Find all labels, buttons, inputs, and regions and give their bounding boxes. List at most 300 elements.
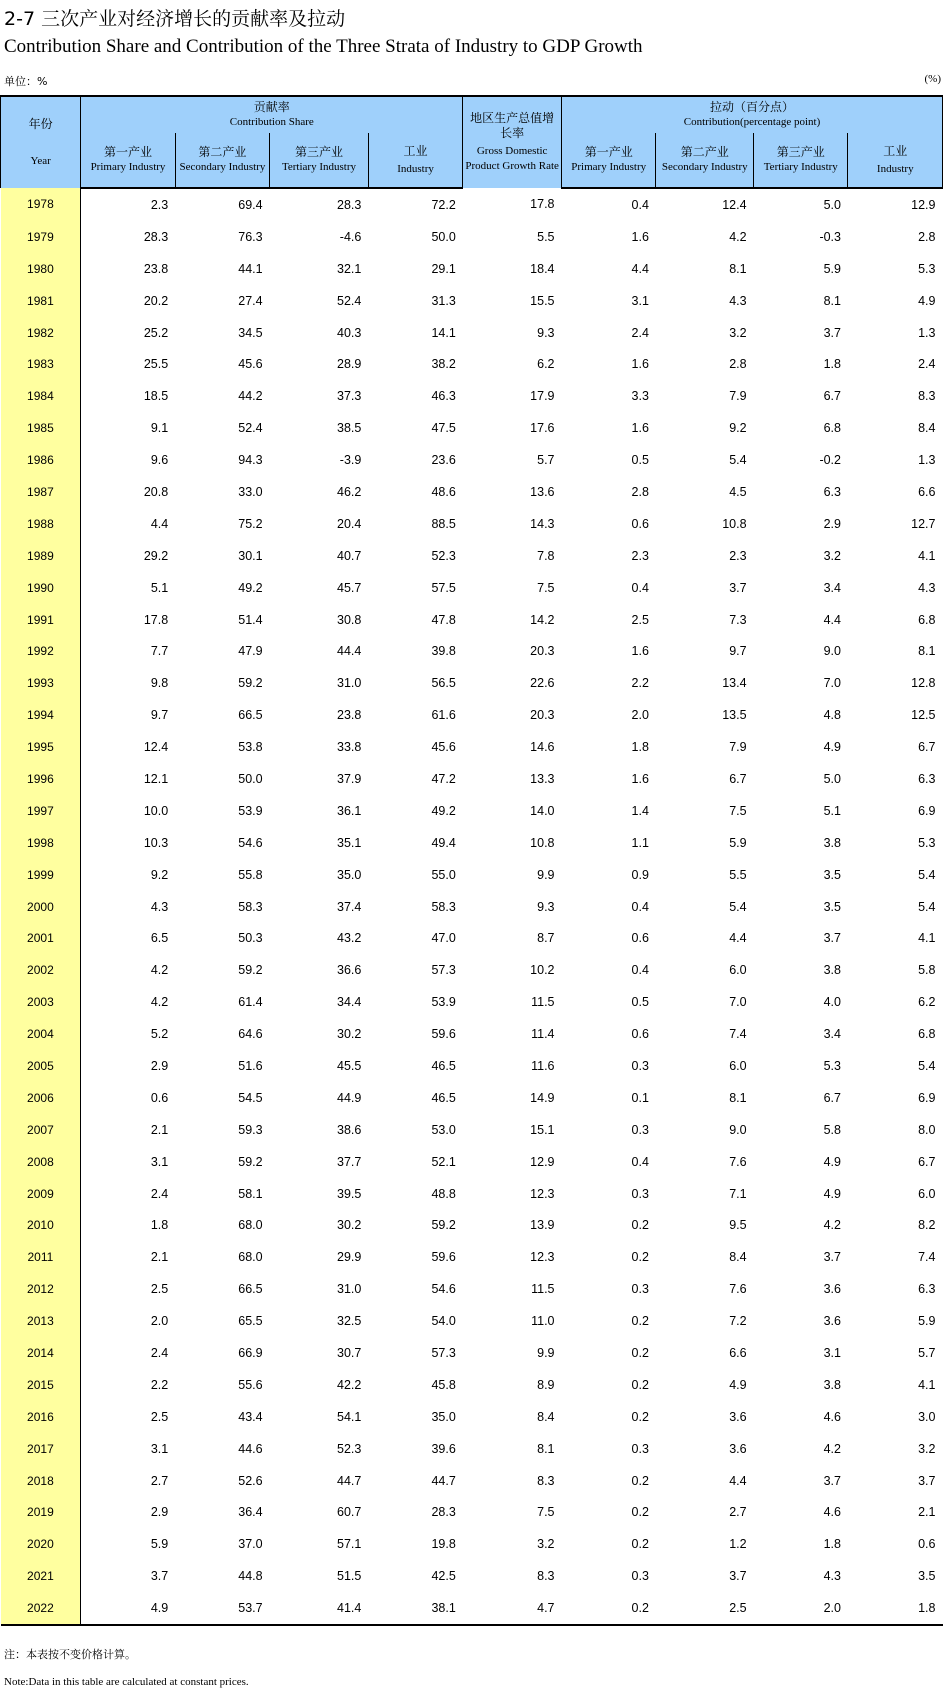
value-cell: 8.9: [537, 1377, 555, 1392]
value-cell: 44.1: [238, 261, 263, 276]
table-row: [1, 1178, 943, 1210]
value-cell: 30.8: [337, 612, 362, 627]
value-cell: 0.4: [631, 963, 649, 978]
value-cell: 2.7: [150, 1473, 169, 1488]
value-cell: 2.4: [150, 1346, 169, 1360]
year-cell: 1998: [1, 827, 81, 859]
table-row: [1, 763, 943, 795]
value-cell: 3.1: [823, 1346, 841, 1360]
value-cell: 4.1: [918, 931, 936, 946]
value-cell: 5.3: [823, 1058, 841, 1073]
value-cell: 2.4: [631, 325, 649, 340]
value-cell: 53.9: [431, 995, 456, 1010]
value-cell: 2.0: [150, 1314, 169, 1329]
header-primary-cn: 第一产业: [103, 145, 152, 159]
value-cell: 59.6: [431, 1027, 456, 1042]
value-cell: 44.7: [337, 1473, 362, 1488]
value-cell: 54.1: [337, 1409, 362, 1424]
value-cell: 17.9: [530, 389, 555, 404]
value-cell: 50.3: [238, 931, 263, 946]
value-cell: 7.4: [729, 1027, 747, 1042]
value-cell: 30.7: [337, 1346, 362, 1360]
value-cell: 14.3: [530, 516, 555, 531]
table-row: [1, 348, 943, 380]
value-cell: 44.6: [238, 1441, 263, 1456]
value-cell: 41.4: [270, 1592, 369, 1625]
year-cell: 1979: [1, 221, 81, 253]
value-cell: 49.4: [431, 835, 456, 850]
value-cell: 52.3: [431, 548, 456, 563]
value-cell: 30.2: [337, 1218, 362, 1233]
value-cell: 44.4: [337, 644, 362, 659]
value-cell: 8.4: [729, 1250, 747, 1265]
value-cell: 2.5: [631, 612, 649, 627]
value-cell: 20.2: [143, 293, 169, 308]
header-share-primary: [81, 133, 175, 188]
value-cell: 0.2: [631, 1473, 649, 1488]
year-cell: 1995: [1, 731, 81, 763]
value-cell: 7.8: [537, 548, 555, 563]
header-secondary-cn: 第二产业: [198, 145, 247, 159]
value-cell: 6.7: [823, 389, 841, 404]
value-cell: 54.0: [431, 1314, 456, 1329]
value-cell: 88.5: [431, 516, 456, 531]
value-cell: 55.6: [238, 1377, 263, 1392]
header-contrib-en: Contribution(percentage point): [683, 116, 821, 128]
value-cell: 12.7: [911, 516, 936, 531]
value-cell: 2.2: [150, 1377, 169, 1392]
value-cell: 38.1: [368, 1592, 462, 1625]
value-cell: 4.3: [150, 899, 169, 914]
value-cell: 14.2: [530, 612, 555, 627]
year-cell: 2011: [1, 1241, 81, 1273]
value-cell: 1.8: [823, 1537, 841, 1552]
value-cell: 53.0: [431, 1122, 456, 1137]
value-cell: 10.3: [143, 835, 169, 850]
value-cell: 4.4: [150, 516, 169, 531]
table-row: [1, 827, 943, 859]
value-cell: 6.8: [918, 612, 936, 627]
value-cell: 3.4: [823, 1027, 841, 1042]
table-row: [1, 1114, 943, 1146]
value-cell: 20.3: [530, 708, 555, 723]
value-cell: 6.7: [918, 740, 936, 755]
value-cell: 5.1: [823, 803, 841, 818]
value-cell: 68.0: [238, 1218, 263, 1233]
value-cell: 7.6: [729, 1154, 747, 1169]
value-cell: 3.6: [823, 1314, 841, 1329]
year-cell: 1986: [1, 444, 81, 476]
value-cell: 5.9: [150, 1537, 169, 1552]
value-cell: 13.6: [530, 484, 555, 499]
value-cell: 9.3: [537, 325, 555, 340]
value-cell: 3.7: [729, 580, 747, 595]
value-cell: 49.2: [238, 580, 263, 595]
value-cell: 0.6: [631, 516, 649, 531]
value-cell: 8.7: [537, 931, 555, 946]
value-cell: 9.1: [150, 421, 169, 436]
value-cell: 7.1: [729, 1186, 747, 1201]
value-cell: 20.3: [530, 644, 555, 659]
value-cell: 2.8: [729, 357, 747, 372]
table-row: [1, 731, 943, 763]
value-cell: 58.3: [238, 899, 263, 914]
header-share-cn: 贡献率: [253, 100, 290, 114]
value-cell: 59.3: [238, 1122, 263, 1137]
value-cell: 38.5: [337, 421, 362, 436]
value-cell: 10.8: [722, 516, 747, 531]
year-cell: 2013: [1, 1305, 81, 1337]
value-cell: 4.9: [823, 740, 841, 755]
value-cell: 0.2: [631, 1537, 649, 1552]
year-cell: 2004: [1, 1018, 81, 1050]
value-cell: 3.8: [823, 1377, 841, 1392]
year-cell: 1981: [1, 285, 81, 317]
value-cell: 36.1: [337, 803, 362, 818]
unit-label: 单位：%: [4, 75, 48, 88]
value-cell: 14.0: [530, 803, 555, 818]
year-cell: 1997: [1, 795, 81, 827]
header-share-tertiary: [270, 133, 369, 188]
year-cell: 2019: [1, 1497, 81, 1529]
value-cell: 23.8: [337, 708, 362, 723]
value-cell: 59.2: [431, 1218, 456, 1233]
header-industry-en: Industry: [397, 162, 434, 175]
table-row: [1, 188, 943, 221]
value-cell: 2.0: [754, 1592, 848, 1625]
value-cell: 6.5: [150, 931, 169, 946]
value-cell: 45.5: [337, 1058, 362, 1073]
value-cell: 43.4: [238, 1409, 263, 1424]
value-cell: 0.4: [631, 580, 649, 595]
value-cell: 2.3: [150, 197, 169, 212]
year-cell: 1992: [1, 635, 81, 667]
value-cell: 3.8: [823, 963, 841, 978]
value-cell: 2.1: [150, 1122, 169, 1137]
year-cell: 1991: [1, 604, 81, 636]
value-cell: 52.4: [337, 293, 362, 308]
value-cell: 0.5: [631, 995, 649, 1010]
value-cell: 3.2: [537, 1537, 555, 1552]
value-cell: 49.2: [431, 803, 456, 818]
value-cell: 4.7: [463, 1592, 562, 1625]
value-cell: 1.8: [150, 1218, 169, 1233]
value-cell: 34.5: [238, 325, 263, 340]
value-cell: 13.9: [530, 1218, 555, 1233]
year-cell: 2020: [1, 1528, 81, 1560]
value-cell: 40.7: [337, 548, 362, 563]
value-cell: 12.3: [530, 1186, 555, 1201]
year-cell: 1994: [1, 699, 81, 731]
value-cell: 12.1: [143, 771, 169, 786]
value-cell: 2.3: [729, 548, 747, 563]
value-cell: 4.2: [823, 1218, 841, 1233]
value-cell: 5.5: [729, 867, 747, 882]
value-cell: 20.8: [143, 484, 169, 499]
value-cell: 18.5: [143, 389, 169, 404]
value-cell: 0.2: [631, 1409, 649, 1424]
value-cell: 57.3: [431, 963, 456, 978]
value-cell: 0.2: [631, 1505, 649, 1520]
header-gdp-cn: 地区生产总值增长率: [470, 111, 555, 140]
header-primary-en: Primary Industry: [571, 161, 647, 173]
value-cell: 8.2: [918, 1218, 936, 1233]
value-cell: 2.1: [918, 1505, 936, 1520]
value-cell: 27.4: [238, 293, 263, 308]
table-row: [1, 1465, 943, 1497]
value-cell: 12.9: [911, 197, 936, 212]
value-cell: 4.2: [729, 229, 747, 244]
value-cell: 3.5: [823, 899, 841, 914]
value-cell: 6.6: [729, 1346, 747, 1360]
value-cell: 10.0: [143, 803, 169, 818]
value-cell: 37.7: [337, 1154, 362, 1169]
table-row: [1, 1050, 943, 1082]
value-cell: 5.8: [918, 963, 936, 978]
value-cell: 1.8: [823, 357, 841, 372]
value-cell: 1.3: [918, 325, 936, 340]
table-row: [1, 1528, 943, 1560]
value-cell: 0.3: [631, 1282, 649, 1297]
value-cell: 57.1: [337, 1537, 362, 1552]
value-cell: 15.5: [530, 293, 555, 308]
table-row: [1, 1560, 943, 1592]
value-cell: 4.0: [823, 995, 841, 1010]
table-row: [1, 635, 943, 667]
header-secondary-en: Secondary Industry: [179, 161, 266, 173]
value-cell: 0.6: [631, 931, 649, 946]
year-cell: 1980: [1, 253, 81, 285]
value-cell: 47.5: [431, 421, 456, 436]
value-cell: 12.4: [722, 197, 747, 212]
value-cell: 9.6: [150, 453, 169, 468]
value-cell: 4.4: [823, 612, 841, 627]
value-cell: 6.3: [918, 771, 936, 786]
table-row: [1, 1433, 943, 1465]
note-cn: 注：本表按不变价格计算。: [4, 1648, 136, 1661]
value-cell: 1.6: [631, 357, 649, 372]
year-cell: 1996: [1, 763, 81, 795]
value-cell: 10.8: [530, 835, 555, 850]
table-row: [1, 1305, 943, 1337]
value-cell: 2.5: [150, 1282, 169, 1297]
value-cell: 7.6: [729, 1282, 747, 1297]
value-cell: 8.0: [918, 1122, 936, 1137]
value-cell: 76.3: [238, 229, 263, 244]
value-cell: 1.2: [729, 1537, 747, 1552]
value-cell: 3.7: [823, 1250, 841, 1265]
value-cell: 32.5: [337, 1314, 362, 1329]
value-cell: 3.5: [823, 867, 841, 882]
value-cell: 0.1: [631, 1090, 649, 1105]
year-cell: 1988: [1, 508, 81, 540]
table-row: [1, 380, 943, 412]
table-row: [1, 1337, 943, 1369]
value-cell: 94.3: [238, 453, 263, 468]
value-cell: 14.1: [431, 325, 456, 340]
value-cell: 9.7: [729, 644, 747, 659]
value-cell: 11.4: [531, 1027, 555, 1042]
value-cell: 66.5: [238, 708, 263, 723]
header-secondary-cn: 第二产业: [680, 145, 729, 159]
table-row: [1, 285, 943, 317]
value-cell: 52.4: [238, 421, 263, 436]
value-cell: 4.9: [823, 1154, 841, 1169]
header-share-industry: [368, 133, 462, 188]
value-cell: 17.6: [530, 421, 555, 436]
value-cell: 7.2: [729, 1314, 747, 1329]
year-cell: 1982: [1, 317, 81, 349]
value-cell: 4.2: [823, 1441, 841, 1456]
value-cell: 54.5: [238, 1090, 263, 1105]
value-cell: 2.7: [729, 1505, 747, 1520]
value-cell: 55.0: [431, 867, 456, 882]
header-primary-cn: 第一产业: [584, 145, 633, 159]
table-row: [1, 859, 943, 891]
value-cell: 3.7: [729, 1569, 747, 1584]
value-cell: 8.4: [918, 421, 936, 436]
value-cell: 8.3: [537, 1569, 555, 1584]
table-row: [1, 1082, 943, 1114]
value-cell: 7.5: [537, 580, 555, 595]
value-cell: 37.3: [337, 389, 362, 404]
value-cell: 9.2: [150, 867, 169, 882]
value-cell: 28.3: [143, 229, 169, 244]
value-cell: 50.0: [431, 229, 456, 244]
value-cell: 51.6: [238, 1058, 263, 1073]
value-cell: 39.5: [337, 1186, 362, 1201]
value-cell: 3.2: [729, 325, 747, 340]
value-cell: 37.9: [337, 771, 362, 786]
value-cell: 6.9: [918, 1090, 936, 1105]
table-row: [1, 317, 943, 349]
value-cell: 28.3: [431, 1505, 456, 1520]
value-cell: 57.3: [431, 1346, 456, 1360]
value-cell: 11.6: [531, 1058, 555, 1073]
value-cell: 4.8: [823, 708, 841, 723]
header-gdp-growth: [463, 96, 562, 188]
value-cell: 2.5: [150, 1409, 169, 1424]
value-cell: 4.4: [631, 261, 649, 276]
value-cell: 0.5: [631, 453, 649, 468]
header-contrib-cn: 拉动（百分点）: [710, 100, 795, 114]
header-share-secondary: [175, 133, 269, 188]
value-cell: 7.5: [537, 1505, 555, 1520]
table-row: [1, 1273, 943, 1305]
value-cell: 3.5: [918, 1569, 936, 1584]
value-cell: 53.7: [175, 1592, 269, 1625]
value-cell: 46.3: [431, 389, 456, 404]
value-cell: 47.0: [431, 931, 456, 946]
value-cell: 13.4: [722, 676, 747, 691]
value-cell: 12.9: [530, 1154, 555, 1169]
value-cell: 5.2: [150, 1027, 169, 1042]
year-cell: 1983: [1, 348, 81, 380]
table-row: [1, 253, 943, 285]
value-cell: 30.1: [238, 548, 263, 563]
value-cell: 33.0: [238, 484, 263, 499]
value-cell: 1.4: [631, 803, 649, 818]
value-cell: 39.6: [431, 1441, 456, 1456]
value-cell: 1.8: [848, 1592, 943, 1625]
value-cell: 2.0: [631, 708, 649, 723]
value-cell: 64.6: [238, 1027, 263, 1042]
value-cell: 4.3: [823, 1569, 841, 1584]
value-cell: 0.2: [631, 1377, 649, 1392]
value-cell: 46.5: [431, 1058, 456, 1073]
value-cell: 6.7: [729, 771, 747, 786]
value-cell: 9.9: [537, 867, 555, 882]
value-cell: 31.0: [337, 676, 362, 691]
value-cell: 7.4: [918, 1250, 936, 1265]
year-cell: 1984: [1, 380, 81, 412]
value-cell: 57.5: [431, 580, 456, 595]
header-year-en: Year: [30, 154, 51, 167]
value-cell: 47.8: [431, 612, 456, 627]
value-cell: 69.4: [238, 197, 263, 212]
value-cell: 6.8: [823, 421, 841, 436]
value-cell: 5.7: [918, 1346, 936, 1360]
value-cell: 12.3: [530, 1250, 555, 1265]
note-en: Note:Data in this table are calculated at constant prices.: [4, 1676, 249, 1688]
value-cell: 12.4: [143, 740, 169, 755]
year-cell: 2002: [1, 954, 81, 986]
value-cell: 20.4: [337, 516, 362, 531]
header-contrib-industry: [848, 133, 943, 188]
year-cell: 2007: [1, 1114, 81, 1146]
header-tertiary-en: Tertiary Industry: [281, 161, 357, 173]
value-cell: 3.4: [823, 580, 841, 595]
value-cell: 2.3: [631, 548, 649, 563]
value-cell: 38.2: [431, 357, 456, 372]
value-cell: 6.2: [537, 357, 555, 372]
table-row: [1, 604, 943, 636]
value-cell: 2.9: [823, 516, 841, 531]
value-cell: 1.8: [631, 740, 649, 755]
header-tertiary-cn: 第三产业: [294, 145, 343, 159]
value-cell: 8.1: [918, 644, 936, 659]
year-cell: 2000: [1, 891, 81, 923]
year-cell: 1978: [1, 188, 81, 221]
value-cell: 4.9: [823, 1186, 841, 1201]
year-cell: 2005: [1, 1050, 81, 1082]
value-cell: 44.2: [238, 389, 263, 404]
table-title-en: Contribution Share and Contribution of the Three Strata of Industry to GDP Growth: [4, 36, 643, 57]
value-cell: 36.6: [337, 963, 362, 978]
value-cell: 8.4: [537, 1409, 555, 1424]
value-cell: 0.3: [631, 1569, 649, 1584]
value-cell: -3.9: [339, 453, 362, 468]
value-cell: 40.3: [337, 325, 362, 340]
value-cell: 46.5: [431, 1090, 456, 1105]
value-cell: 9.3: [537, 899, 555, 914]
value-cell: 4.2: [150, 963, 169, 978]
value-cell: 59.6: [431, 1250, 456, 1265]
value-cell: 4.9: [729, 1377, 747, 1392]
table-row: [1, 954, 943, 986]
year-cell: 2016: [1, 1401, 81, 1433]
value-cell: 0.6: [631, 1027, 649, 1042]
header-industry-cn: 工业: [403, 143, 428, 158]
value-cell: 5.4: [918, 899, 936, 914]
value-cell: 36.4: [238, 1505, 263, 1520]
value-cell: 9.7: [150, 708, 169, 723]
value-cell: 5.4: [918, 1058, 936, 1073]
value-cell: 2.2: [631, 676, 649, 691]
value-cell: 15.1: [530, 1122, 555, 1137]
value-cell: 8.1: [537, 1441, 555, 1456]
value-cell: 4.1: [918, 548, 936, 563]
